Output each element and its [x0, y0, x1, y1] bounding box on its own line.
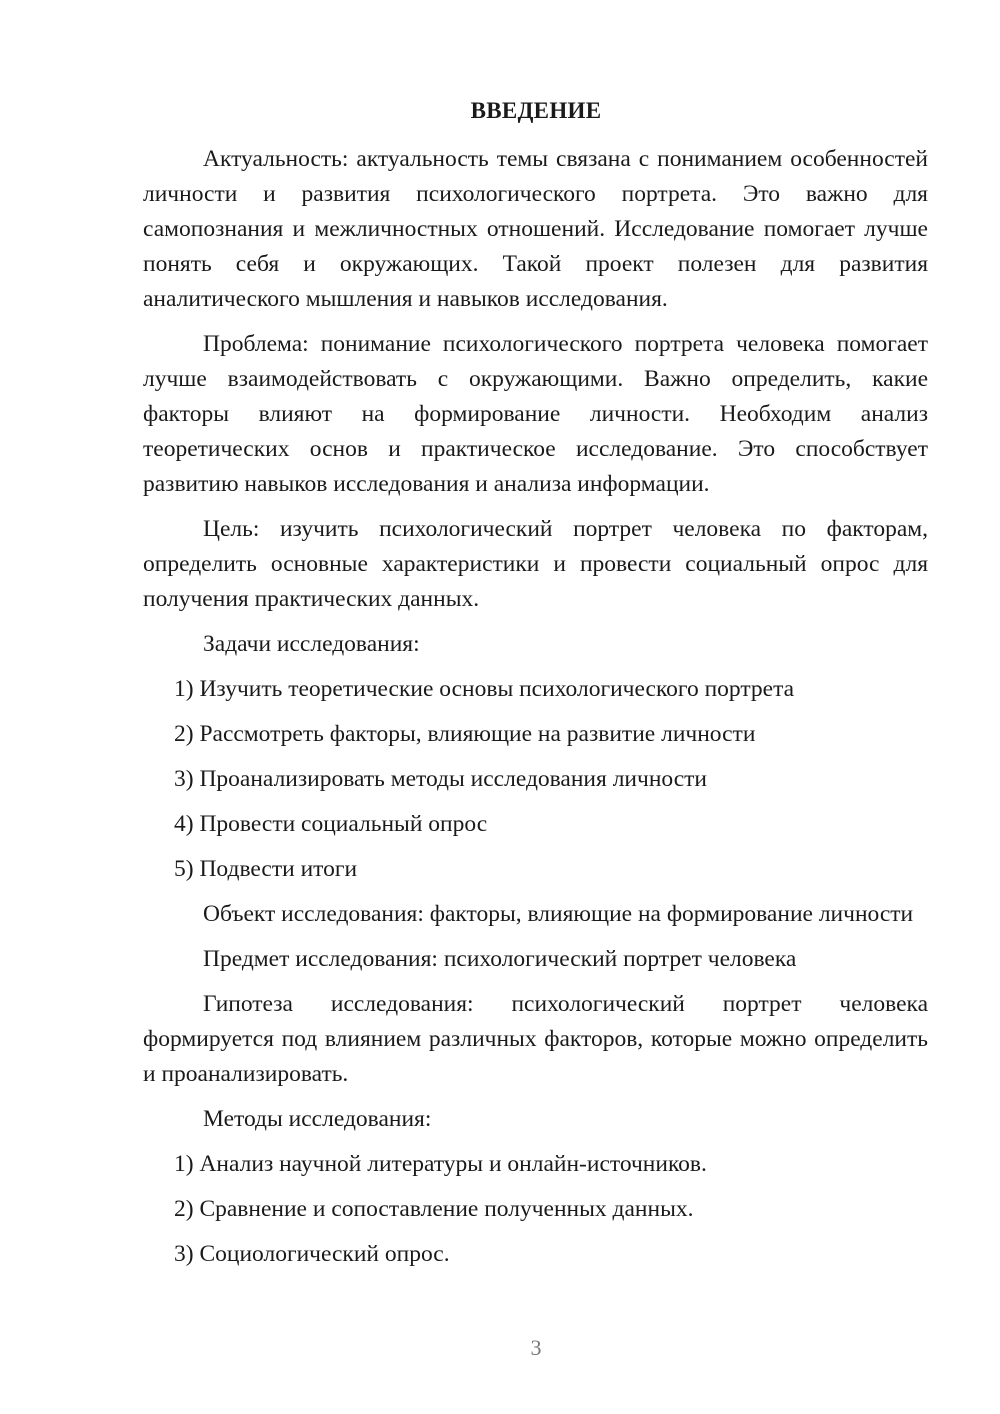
task-item: 1) Изучить теоретические основы психологического портрета — [174, 676, 795, 702]
methods-heading: Методы исследования: — [203, 1106, 432, 1132]
paragraph-subject: Предмет исследования: психологический портрет человека — [203, 946, 797, 972]
method-item: 1) Анализ научной литературы и онлайн-источников. — [174, 1151, 707, 1177]
paragraph-hypothesis: Гипотеза исследования: психологический портрет человека формируется под влиянием различных факторов, которые можно определить и проанализировать. — [143, 991, 928, 1087]
paragraph-problem: Проблема: понимание психологического портрета человека помогает лучше взаимодействовать с окружающими. Важно определить, какие факторы влияют на формирование личности. Необходим анализ теоретических основ и практическое исследование. Это способствует развитию навыков исследования и анализа информации. — [143, 331, 928, 497]
task-item: 5) Подвести итоги — [174, 856, 358, 882]
paragraph-object: Объект исследования: факторы, влияющие на формирование личности — [203, 901, 914, 927]
task-item: 3) Проанализировать методы исследования личности — [174, 766, 708, 792]
paragraph-relevance: Актуальность: актуальность темы связана с пониманием особенностей личности и развития психологического портрета. Это важно для самопознания и межличностных отношений. Исследование помогает лучше понять себя и окружающих. Такой проект полезен для развития аналитического мышления и навыков исследования. — [143, 146, 928, 312]
task-item: 4) Провести социальный опрос — [174, 811, 488, 837]
method-item: 2) Сравнение и сопоставление полученных данных. — [174, 1196, 694, 1222]
paragraph-goal: Цель: изучить психологический портрет человека по факторам, определить основные характеристики и провести социальный опрос для получения практических данных. — [143, 516, 928, 612]
task-item: 2) Рассмотреть факторы, влияющие на развитие личности — [174, 721, 756, 747]
page-number: 3 — [530, 1335, 542, 1360]
page-content — [143, 142, 928, 1282]
page-title: ВВЕДЕНИЕ — [470, 98, 602, 123]
tasks-heading: Задачи исследования: — [203, 631, 420, 657]
method-item: 3) Социологический опрос. — [174, 1241, 450, 1267]
